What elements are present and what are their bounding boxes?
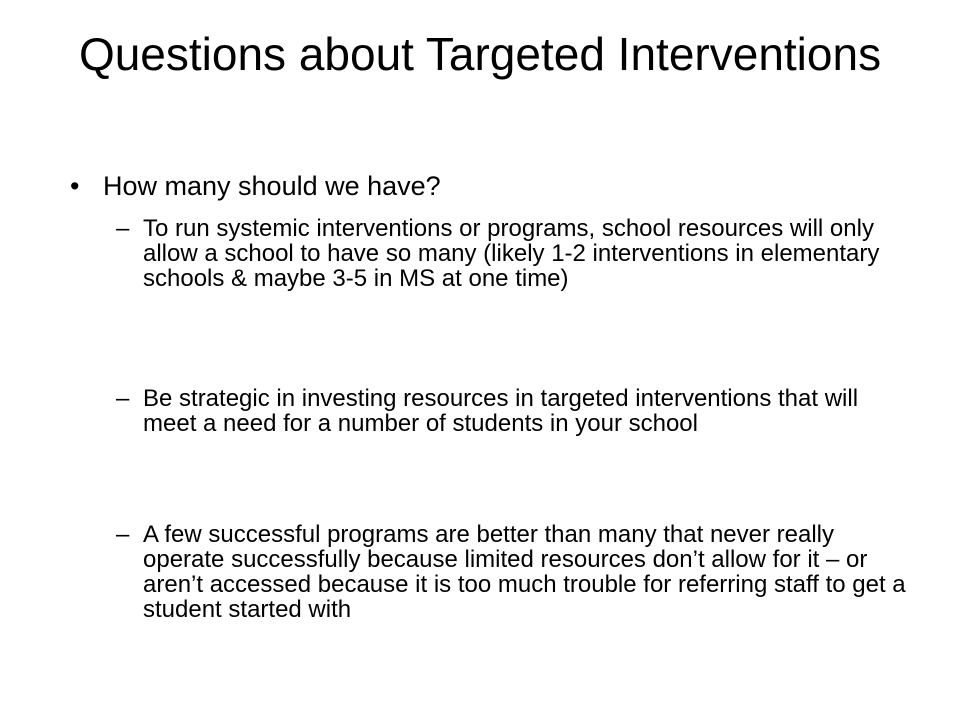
sub-bullet-text: Be strategic in investing resources in targeted interventions that will meet a need for a number of students in your school [143, 385, 859, 437]
bullet-text: How many should we have? [103, 171, 441, 201]
bullet-item [70, 168, 441, 204]
sub-bullet-item [116, 386, 916, 436]
dash-marker: – [116, 385, 130, 412]
bullet-marker: • [70, 171, 80, 201]
sub-bullet-item [116, 522, 916, 622]
sub-bullet-text: A few successful programs are better than many that never really operate successfully because limited resources don’t allow for it – or aren’t accessed because it is too much trouble for referring staff to get a student started with [143, 521, 906, 623]
sub-bullet-item [116, 216, 916, 291]
sub-bullet-text: To run systemic interventions or programs, school resources will only allow a school to have so many (likely 1-2 interventions in elementary schools & maybe 3-5 in MS at one time) [143, 215, 880, 292]
slide-title: Questions about Targeted Interventions [78, 28, 882, 80]
dash-marker: – [116, 215, 130, 242]
dash-marker: – [116, 521, 130, 548]
